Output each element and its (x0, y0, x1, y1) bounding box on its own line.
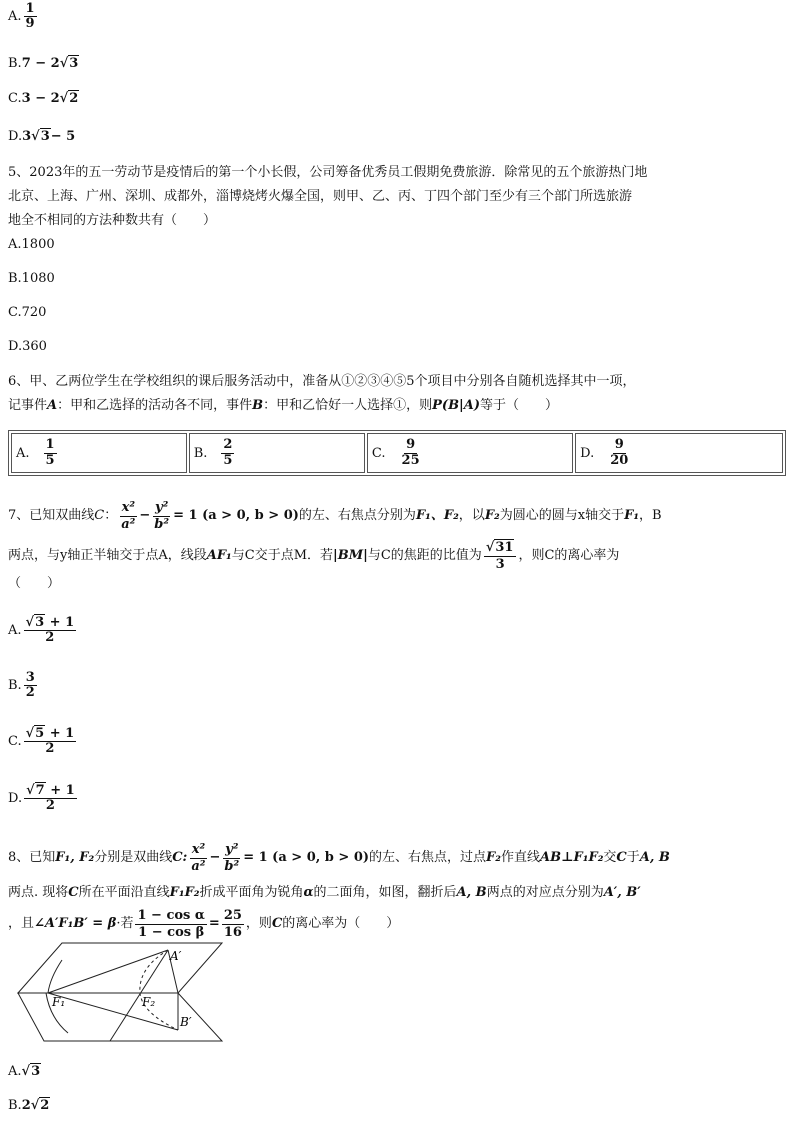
line-f1-a (48, 950, 168, 993)
question-6: 6、甲、乙两位学生在学校组织的课后服务活动中，准备从①②③④⑤5个项目中分别各自随机选择其中一项， 记事件A：甲和乙选择的活动各不同，事件B：甲和乙恰好一人选择①，则P(B|A)等于（ ） (8, 374, 636, 413)
q7-option-d: D. $\frac{√7 + 1}{2}$ (8, 783, 75, 814)
q8-option-a: A. √ 3 (8, 1064, 41, 1079)
q6-choice-c: C. $\frac{9}{25}$ (367, 433, 573, 473)
question-5: 5、2023年的五一劳动节是疫情后的第一个小长假，公司筹备优秀员工假期免费旅游．除常见的五个旅游热门地 北京、上海、广州、深圳、成都外，淄博烧烤火爆全国，则甲、乙、丙、丁四个部门至少有三个部门所选旅游 地全不相同的方法种数共有（ ） (8, 165, 648, 228)
q7-option-b: B. $\frac{3}{2}$ (8, 670, 35, 701)
prev-option-d: D. 3 √ 3 − 5 (8, 129, 76, 144)
q7-option-a: A. $\frac{√3 + 1}{2}$ (8, 615, 75, 646)
q6-choice-a: A. $\frac{1}{5}$ (11, 433, 187, 473)
line-f1-b (48, 993, 178, 1030)
line-cross (110, 950, 168, 1041)
q6-choice-b: B. $\frac{2}{5}$ (189, 433, 365, 473)
prev-option-a: A. $\frac{1}{9}$ (8, 1, 35, 32)
q6-choice-d: D. $\frac{9}{20}$ (575, 433, 783, 473)
q8-option-b: B. 2 √ 2 (8, 1098, 50, 1113)
prev-option-c: C. 3 − 2 √ 2 (8, 91, 79, 106)
label-b-prime: B′ (180, 1015, 192, 1029)
label-f1: F₁ (52, 995, 66, 1009)
upper-plane (18, 943, 222, 993)
q7-option-c: C. $\frac{√5 + 1}{2}$ (8, 726, 75, 757)
hyperbola-upper (48, 960, 62, 993)
label-a-prime: A′ (170, 949, 182, 963)
q5-option-a: A.1800 (8, 237, 55, 252)
question-8: 8、已知 F₁, F₂ 分别是双曲线 C: $\frac{\text{x²}}{\text{a²}}$ − $\frac{\text{y²}}{\text{b²}}$ = 1 (a > 0, b > 0) 的左、右焦点，过点 F₂ 作直线 AB⊥F₁F₂ 交 C 于 A, B 两点. 现将C所在平面沿直线F₁F₂折成平面角为锐角α的二面角，如图，翻折后A, B两点的对应点分别为A′, B′ ，且 ∠A′F₁B′ = β ·若 $\frac{\text{1 − cos α}}{\text{1 − cos β}}$ = $\frac{25}{16}$ ，则 C 的离心率为（ ） (8, 841, 670, 940)
q5-option-d: D.360 (8, 339, 47, 354)
question-7: 7、已知双曲线 C ： $\frac{\text{x²}}{\text{a²}}$ − $\frac{\text{y²}}{\text{b²}}$ = 1 (a > 0, b > 0) 的左、右焦点分别为 F₁、F₂ ，以 F₂ 为圆心的圆与x轴交于 F₁ ，B 两点，与y轴正半轴交于点A，线段 AF₁ 与C交于点M．若 |BM| 与C的焦距的比值为 $\frac{√31}{3}$ ，则C的离心率为 （ ） (8, 499, 662, 591)
label-f2: F₂ (142, 995, 156, 1009)
prev-option-b: B. 7 − 2 √ 3 (8, 56, 79, 71)
q5-option-b: B.1080 (8, 271, 55, 286)
q6-choices-table (8, 430, 786, 476)
fraction: $\frac{1}{9}$ (25, 1, 35, 32)
folded-hyperbola-figure (10, 938, 240, 1048)
q5-option-c: C.720 (8, 305, 47, 320)
